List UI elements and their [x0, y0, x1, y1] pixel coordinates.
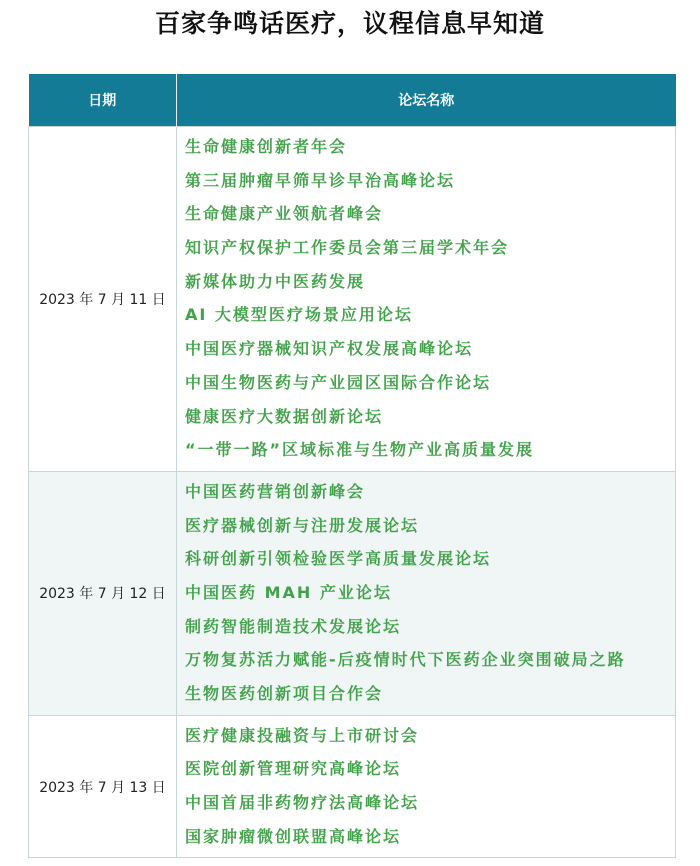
forum-item: 中国首届非药物疗法高峰论坛 [185, 793, 420, 813]
date-cell: 2023 年 7 月 12 日 [29, 471, 177, 715]
forum-item: 中国生物医药与产业园区国际合作论坛 [185, 372, 492, 392]
table-row [29, 127, 676, 472]
forum-item: 生命健康产业领航者峰会 [185, 204, 384, 224]
forum-cell [177, 127, 676, 472]
forum-schedule-table [28, 74, 676, 858]
forum-item: 知识产权保护工作委员会第三届学术年会 [185, 238, 510, 258]
forum-item: 制药智能制造技术发展论坛 [185, 616, 402, 636]
forum-item: 中国医药营销创新峰会 [185, 481, 366, 501]
forum-item: 科研创新引领检验医学高质量发展论坛 [185, 549, 492, 569]
table-header-row [29, 74, 676, 127]
forum-column-header: 论坛名称 [177, 74, 676, 127]
date-cell: 2023 年 7 月 11 日 [29, 127, 177, 472]
forum-list [177, 127, 675, 471]
forum-item: 生命健康创新者年会 [185, 137, 348, 156]
date-column-header: 日期 [29, 74, 177, 127]
forum-item: 医疗健康投融资与上市研讨会 [185, 725, 420, 745]
forum-list [177, 716, 675, 858]
forum-cell [177, 471, 676, 715]
forum-item: “一带一路”区域标准与生物产业高质量发展 [185, 440, 535, 460]
forum-item: 万物复苏活力赋能-后疫情时代下医药企业突围破局之路 [185, 650, 626, 670]
forum-list [177, 472, 675, 715]
table-row [29, 471, 676, 715]
forum-item: 新媒体助力中医药发展 [185, 271, 366, 291]
forum-cell [177, 715, 676, 858]
forum-item: 中国医疗器械知识产权发展高峰论坛 [185, 339, 474, 359]
forum-item: 生物医药创新项目合作会 [185, 684, 384, 703]
forum-item: AI 大模型医疗场景应用论坛 [185, 305, 413, 325]
forum-item: 医院创新管理研究高峰论坛 [185, 759, 402, 779]
page-title: 百家争鸣话医疗，议程信息早知道 [154, 9, 545, 38]
forum-item: 健康医疗大数据创新论坛 [185, 406, 384, 426]
table-row [29, 715, 676, 858]
forum-item: 国家肿瘤微创联盟高峰论坛 [185, 826, 402, 846]
forum-item: 中国医药 MAH 产业论坛 [185, 582, 392, 602]
forum-item: 第三届肿瘤早筛早诊早治高峰论坛 [185, 170, 456, 190]
forum-item: 医疗器械创新与注册发展论坛 [185, 515, 420, 535]
date-cell: 2023 年 7 月 13 日 [29, 715, 177, 858]
